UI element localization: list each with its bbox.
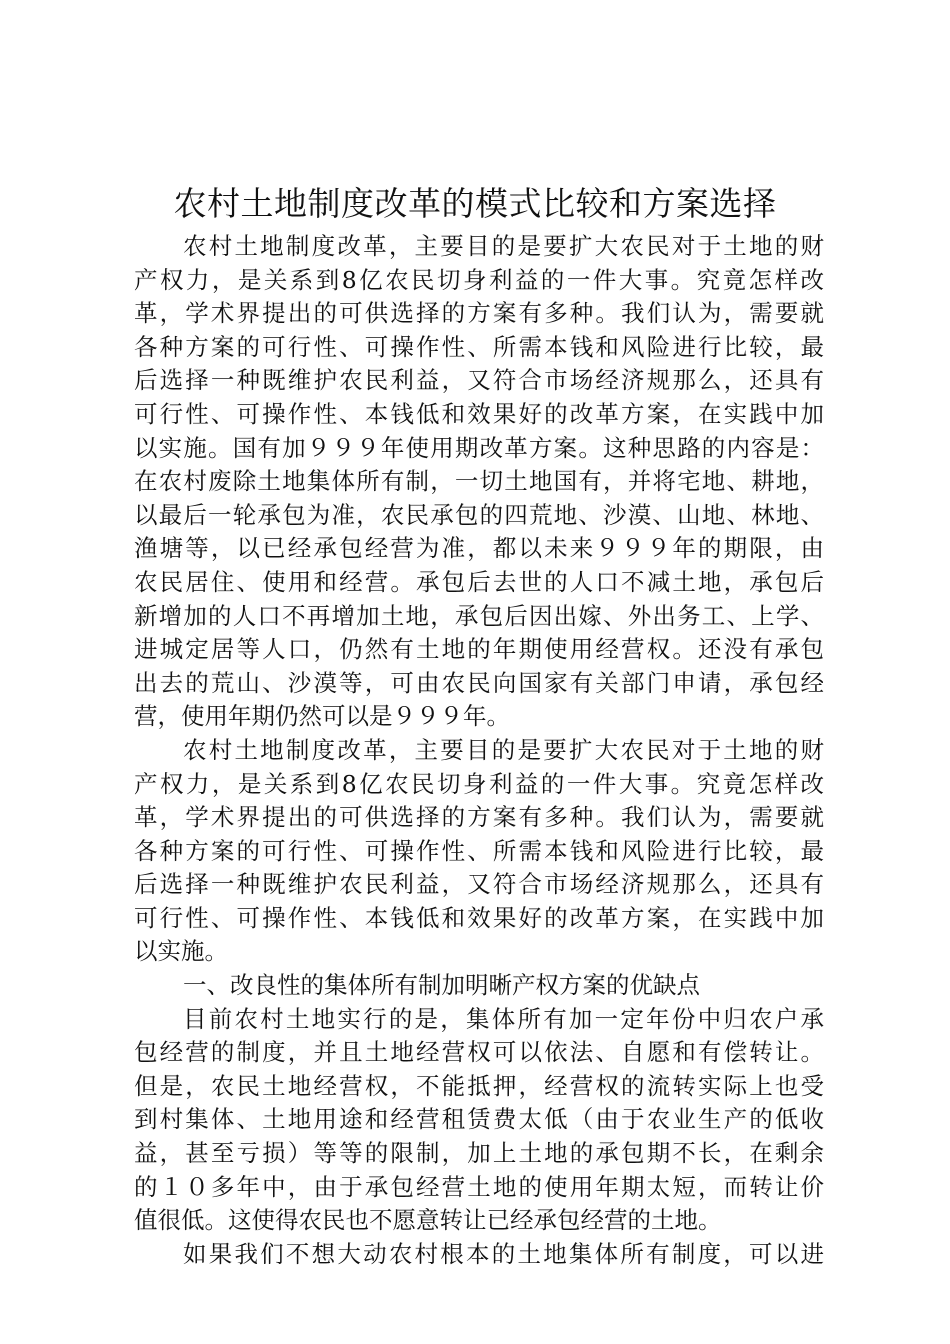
text-line: 目前农村土地实行的是，集体所有加一定年份中归农户承: [183, 1004, 824, 1033]
document-body: [134, 230, 824, 1271]
text-line: 产权力，是关系到8亿农民切身利益的一件大事。究竟怎样改: [134, 769, 824, 798]
text-line: 以实施。: [134, 937, 228, 966]
text-line: 后选择一种既维护农民利益，又符合市场经济规那么，还具有: [134, 870, 824, 899]
text-line: 包经营的制度，并且土地经营权可以依法、自愿和有偿转让。: [134, 1038, 824, 1067]
text-line: 渔塘等，以已经承包经营为准，都以未来９９９年的期限，由: [134, 534, 824, 563]
text-line: 可行性、可操作性、本钱低和效果好的改革方案，在实践中加: [134, 399, 824, 428]
text-line: 一、改良性的集体所有制加明晰产权方案的优缺点: [183, 971, 700, 1000]
text-line: 农民居住、使用和经营。承包后去世的人口不减土地，承包后: [134, 567, 824, 596]
text-line: 后选择一种既维护农民利益，又符合市场经济规那么，还具有: [134, 366, 824, 395]
text-line: 在农村废除土地集体所有制，一切土地国有，并将宅地、耕地，: [134, 467, 824, 496]
text-line: 新增加的人口不再增加土地，承包后因出嫁、外出务工、上学、: [134, 601, 824, 630]
text-line: 产权力，是关系到8亿农民切身利益的一件大事。究竟怎样改: [134, 265, 824, 294]
text-line: 如果我们不想大动农村根本的土地集体所有制度，可以进: [183, 1239, 824, 1268]
text-line: 值很低。这使得农民也不愿意转让已经承包经营的土地。: [134, 1206, 722, 1235]
text-line: 可行性、可操作性、本钱低和效果好的改革方案，在实践中加: [134, 903, 824, 932]
text-line: 营，使用年期仍然可以是９９９年。: [134, 702, 510, 731]
text-line: 各种方案的可行性、可操作性、所需本钱和风险进行比较，最: [134, 836, 824, 865]
text-line: 的１０多年中，由于承包经营土地的使用年期太短，而转让价: [134, 1172, 824, 1201]
text-line: 各种方案的可行性、可操作性、所需本钱和风险进行比较，最: [134, 332, 824, 361]
text-line: 农村土地制度改革，主要目的是要扩大农民对于土地的财: [183, 735, 824, 764]
text-line: 进城定居等人口，仍然有土地的年期使用经营权。还没有承包: [134, 635, 824, 664]
text-line: 以最后一轮承包为准，农民承包的四荒地、沙漠、山地、林地、: [134, 500, 824, 529]
text-line: 以实施。国有加９９９年使用期改革方案。这种思路的内容是：: [134, 433, 824, 462]
text-line: 但是，农民土地经营权，不能抵押，经营权的流转实际上也受: [134, 1071, 824, 1100]
text-line: 益，甚至亏损）等等的限制，加上土地的承包期不长，在剩余: [134, 1139, 824, 1168]
text-line: 革，学术界提出的可供选择的方案有多种。我们认为，需要就: [134, 299, 824, 328]
document-title: 农村土地制度改革的模式比较和方案选择: [173, 184, 777, 223]
text-line: 革，学术界提出的可供选择的方案有多种。我们认为，需要就: [134, 803, 824, 832]
text-line: 到村集体、土地用途和经营租赁费太低（由于农业生产的低收: [134, 1105, 824, 1134]
text-line: 农村土地制度改革，主要目的是要扩大农民对于土地的财: [183, 232, 824, 260]
text-line: 出去的荒山、沙漠等，可由农民向国家有关部门申请，承包经: [134, 668, 824, 697]
